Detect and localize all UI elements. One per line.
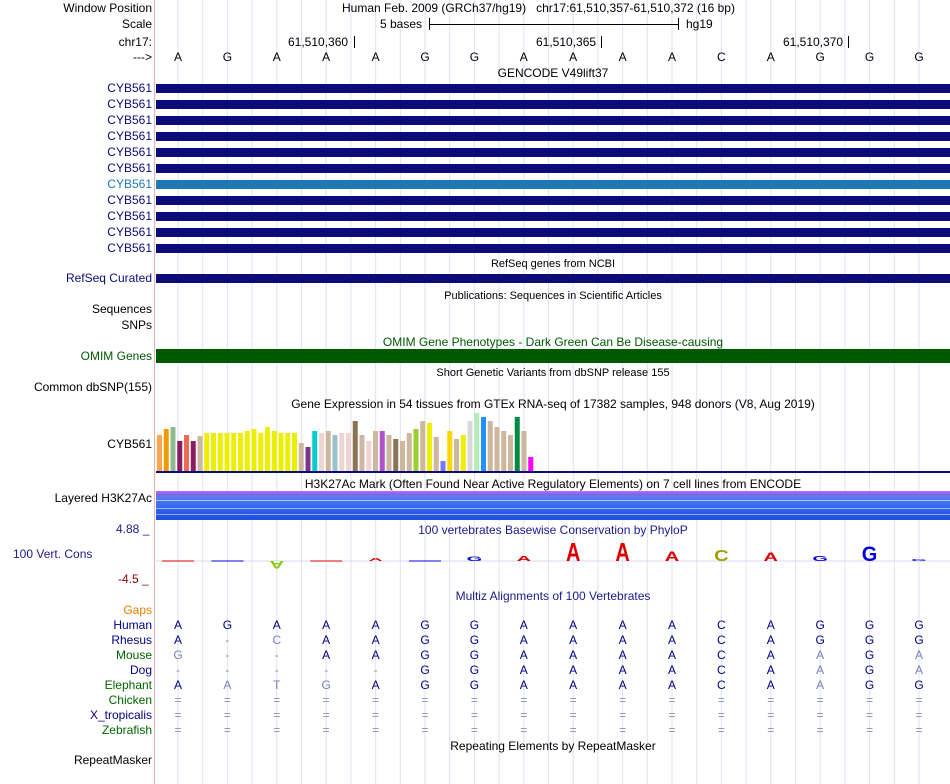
gencode-transcript-label[interactable]: CYB561	[107, 161, 152, 175]
h3k27ac-signal[interactable]	[156, 491, 950, 520]
ruler-base: A	[667, 50, 676, 64]
gencode-transcript-label[interactable]: CYB561	[107, 209, 152, 223]
dbsnp-track-label[interactable]: Common dbSNP(155)	[33, 380, 152, 394]
multiz-aligned-base: A	[618, 648, 627, 662]
phylop-base-letter: A	[615, 540, 630, 567]
multiz-aligned-base: -	[225, 663, 230, 677]
ruler-base: A	[272, 50, 281, 64]
multiz-aligned-base: =	[668, 723, 676, 737]
phylop-base-letter: A	[664, 547, 680, 565]
multiz-species-label[interactable]: Dog	[129, 663, 152, 677]
gtex-tissue-bar	[488, 421, 493, 471]
gtex-tissue-bar	[292, 433, 297, 471]
multiz-aligned-base: A	[618, 663, 627, 677]
phylop-ymax: 4.88 _	[116, 522, 150, 536]
multiz-aligned-base: =	[915, 723, 923, 737]
refseq-track-label[interactable]: RefSeq Curated	[65, 271, 152, 285]
multiz-aligned-base: G	[420, 648, 430, 662]
multiz-species-label[interactable]: Rhesus	[111, 633, 152, 647]
multiz-species-label[interactable]: Chicken	[108, 693, 152, 707]
gencode-track-title[interactable]: GENCODE V49lift37	[497, 66, 609, 80]
gencode-transcript-bar[interactable]	[156, 180, 950, 189]
gencode-transcript-bar[interactable]	[156, 228, 950, 237]
phylop-base-letter: G	[466, 555, 483, 563]
gtex-tissue-bar	[245, 431, 250, 471]
gtex-tissue-bar	[191, 441, 196, 471]
multiz-aligned-base: A	[322, 648, 331, 662]
gtex-tissue-bar	[258, 433, 263, 471]
multiz-aligned-base: =	[470, 693, 478, 707]
phylop-base-letter: A	[516, 554, 532, 563]
gtex-tissue-bar	[238, 433, 243, 471]
gencode-transcript-bar[interactable]	[156, 212, 950, 221]
multiz-aligned-base: G	[864, 678, 875, 692]
multiz-aligned-base: A	[914, 663, 923, 677]
gencode-transcript-bar[interactable]	[156, 148, 950, 157]
snps-label[interactable]: SNPs	[121, 318, 152, 332]
multiz-aligned-base: G	[864, 663, 875, 677]
ruler-base: G	[420, 50, 430, 64]
phylop-base-letter: A	[269, 558, 285, 571]
multiz-aligned-base: =	[470, 723, 478, 737]
gtex-tissue-bar	[306, 447, 311, 471]
gencode-transcript-bar[interactable]	[156, 116, 950, 125]
multiz-aligned-base: A	[223, 678, 232, 692]
gtex-tissue-bar	[285, 433, 290, 471]
gtex-bar-chart[interactable]	[156, 412, 556, 472]
multiz-aligned-base: G	[864, 618, 875, 632]
multiz-aligned-base: G	[815, 618, 825, 632]
multiz-aligned-base: A	[667, 648, 676, 662]
multiz-aligned-base: G	[420, 663, 430, 677]
multiz-aligned-base: A	[519, 618, 528, 632]
multiz-aligned-base: G	[321, 678, 331, 692]
multiz-aligned-base: C	[717, 633, 726, 647]
phylop-base-letter: A	[565, 540, 581, 567]
gtex-tissue-bar	[184, 435, 189, 471]
multiz-aligned-base: A	[667, 678, 676, 692]
multiz-aligned-base: =	[520, 708, 528, 722]
gtex-tissue-bar	[333, 435, 338, 471]
multiz-aligned-base: =	[174, 723, 182, 737]
gtex-tissue-bar	[393, 439, 398, 471]
multiz-aligned-base: C	[717, 678, 726, 692]
multiz-aligned-base: =	[717, 723, 725, 737]
gtex-tissue-bar	[420, 421, 425, 471]
multiz-aligned-base: -	[373, 663, 378, 677]
refseq-gene-bar[interactable]	[156, 274, 950, 283]
gtex-tissue-bar	[231, 433, 236, 471]
ruler-base: A	[618, 50, 627, 64]
gtex-baseline	[156, 471, 950, 473]
gtex-tissue-bar	[407, 433, 412, 471]
multiz-species-label[interactable]: Mouse	[115, 648, 152, 662]
scale-db: hg19	[686, 17, 713, 31]
gtex-tissue-bar	[528, 457, 533, 471]
multiz-aligned-base: A	[371, 633, 380, 647]
gtex-tissue-bar	[360, 435, 365, 471]
gtex-tissue-bar	[353, 421, 358, 471]
multiz-aligned-base: A	[618, 633, 627, 647]
publications-track-title[interactable]: Publications: Sequences in Scientific Articles	[444, 290, 662, 302]
multiz-aligned-base: =	[816, 693, 824, 707]
gencode-transcript-label[interactable]: CYB561	[107, 81, 152, 95]
multiz-aligned-base: A	[766, 678, 775, 692]
multiz-aligned-base: -	[225, 633, 230, 647]
gtex-tissue-bar	[434, 437, 439, 471]
multiz-aligned-base: A	[322, 618, 331, 632]
coord-tick-3	[848, 36, 849, 48]
multiz-aligned-base: A	[272, 618, 281, 632]
multiz-track-title[interactable]: Multiz Alignments of 100 Vertebrates	[455, 589, 651, 603]
gtex-tissue-bar	[501, 431, 506, 471]
multiz-aligned-base: A	[173, 618, 182, 632]
multiz-aligned-base: A	[766, 648, 775, 662]
multiz-aligned-base: -	[176, 663, 180, 677]
multiz-aligned-base: G	[864, 633, 875, 647]
multiz-aligned-base: -	[225, 648, 230, 662]
multiz-aligned-base: G	[815, 633, 825, 647]
phylop-base-letter: G	[861, 542, 878, 567]
multiz-aligned-base: A	[371, 648, 380, 662]
multiz-aligned-base: G	[420, 618, 430, 632]
multiz-aligned-base: A	[816, 678, 825, 692]
multiz-aligned-base: G	[914, 678, 924, 692]
gencode-transcript-label[interactable]: CYB561	[107, 97, 152, 111]
multiz-aligned-base: A	[816, 648, 825, 662]
coord-label-3: 61,510,370	[783, 35, 844, 49]
gtex-tissue-bar	[468, 421, 473, 471]
multiz-aligned-base: =	[322, 708, 330, 722]
multiz-species-label[interactable]: X_tropicalis	[89, 708, 152, 722]
gtex-tissue-bar	[400, 441, 405, 471]
gtex-tissue-bar	[157, 435, 162, 471]
multiz-aligned-base: =	[569, 693, 577, 707]
multiz-aligned-base: A	[519, 648, 528, 662]
omim-track-title[interactable]: OMIM Gene Phenotypes - Dark Green Can Be Disease-causing	[382, 335, 724, 349]
gtex-tissue-bar	[522, 431, 527, 471]
multiz-aligned-base: G	[222, 618, 233, 632]
window-position-label: Window Position	[63, 1, 152, 15]
ruler-base: A	[569, 50, 578, 64]
gtex-tissue-bar	[414, 429, 419, 471]
coord-label-2: 61,510,365	[536, 35, 597, 49]
gtex-tissue-bar	[177, 441, 182, 471]
ruler-base: A	[322, 50, 331, 64]
multiz-aligned-base: A	[766, 618, 775, 632]
multiz-aligned-base: =	[470, 708, 478, 722]
gtex-tissue-bar	[339, 433, 344, 471]
multiz-aligned-base: A	[667, 633, 676, 647]
gtex-tissue-bar	[441, 461, 446, 471]
scale-text: 5 bases	[380, 17, 423, 31]
multiz-aligned-base: =	[372, 723, 380, 737]
multiz-aligned-base: =	[421, 693, 429, 707]
ruler-base: C	[717, 50, 726, 64]
phylop-base-letter: C	[714, 547, 729, 565]
multiz-aligned-base: =	[619, 723, 627, 737]
multiz-aligned-base: A	[667, 663, 676, 677]
h3k27ac-track-label[interactable]: Layered H3K27Ac	[54, 491, 152, 505]
multiz-aligned-base: G	[420, 633, 430, 647]
gtex-tissue-bar	[373, 431, 378, 471]
dbsnp-track-title[interactable]: Short Genetic Variants from dbSNP release 155	[436, 367, 670, 379]
gtex-tissue-bar	[427, 423, 432, 471]
gencode-transcript-label[interactable]: CYB561	[107, 193, 152, 207]
gtex-tissue-bar	[447, 431, 452, 471]
gencode-transcript-bar[interactable]	[156, 132, 950, 141]
multiz-aligned-base: -	[274, 648, 279, 662]
multiz-aligned-base: A	[519, 633, 528, 647]
coord-label-1: 61,510,360	[288, 35, 349, 49]
multiz-aligned-base: =	[668, 708, 676, 722]
phylop-logo[interactable]	[156, 540, 950, 580]
h3k27ac-track-title[interactable]: H3K27Ac Mark (Often Found Near Active Regulatory Elements) on 7 cell lines from ENCODE	[304, 477, 802, 491]
gaps-label[interactable]: Gaps	[123, 603, 152, 617]
omim-track-label[interactable]: OMIM Genes	[80, 349, 152, 363]
assembly-title	[342, 1, 735, 15]
multiz-aligned-base: =	[421, 708, 429, 722]
multiz-aligned-base: =	[866, 693, 874, 707]
gtex-tissue-bar	[252, 429, 257, 471]
multiz-aligned-base: =	[223, 708, 231, 722]
strand-label: --->	[133, 50, 152, 64]
multiz-aligned-base: =	[866, 708, 874, 722]
multiz-aligned-base: G	[469, 663, 480, 677]
multiz-aligned-base: G	[469, 618, 480, 632]
multiz-aligned-base: =	[915, 708, 923, 722]
multiz-aligned-base: C	[717, 648, 726, 662]
multiz-aligned-base: =	[520, 693, 528, 707]
multiz-aligned-base: G	[914, 618, 924, 632]
gencode-transcript-bar[interactable]	[156, 244, 950, 253]
gencode-transcript-label[interactable]: CYB561	[107, 129, 152, 143]
multiz-aligned-base: A	[914, 648, 923, 662]
multiz-aligned-base: =	[223, 723, 231, 737]
multiz-aligned-base: =	[223, 693, 231, 707]
multiz-aligned-base: A	[766, 663, 775, 677]
multiz-aligned-base: =	[174, 693, 182, 707]
multiz-aligned-base: =	[273, 723, 281, 737]
ruler-base: G	[914, 50, 924, 64]
multiz-aligned-base: =	[421, 723, 429, 737]
gencode-transcript-label[interactable]: CYB561	[107, 113, 152, 127]
gtex-tissue-bar	[279, 433, 284, 471]
gtex-tissue-bar	[387, 435, 392, 471]
gencode-transcript-label[interactable]: CYB561	[107, 241, 152, 255]
gtex-tissue-bar	[366, 441, 371, 471]
multiz-aligned-base: A	[569, 663, 578, 677]
gtex-tissue-bar	[380, 431, 385, 471]
gtex-tissue-bar	[198, 436, 203, 471]
gtex-tissue-bar	[272, 431, 277, 471]
phylop-base-letter: A	[368, 557, 383, 563]
gencode-transcript-label[interactable]: CYB561	[107, 145, 152, 159]
multiz-aligned-base: =	[372, 708, 380, 722]
multiz-species-label[interactable]: Human	[113, 618, 152, 632]
multiz-aligned-base: =	[569, 708, 577, 722]
gtex-tissue-bar	[171, 427, 176, 471]
gencode-transcript-label[interactable]: CYB561	[107, 177, 152, 191]
multiz-aligned-base: G	[469, 633, 480, 647]
phylop-base-letter: G	[911, 558, 927, 562]
gtex-tissue-bar	[461, 435, 466, 471]
multiz-species-label[interactable]: Zebrafish	[101, 723, 152, 737]
multiz-aligned-base: =	[866, 723, 874, 737]
multiz-aligned-base: =	[273, 708, 281, 722]
multiz-aligned-base: A	[569, 633, 578, 647]
multiz-aligned-base: A	[569, 678, 578, 692]
ruler-base: G	[815, 50, 825, 64]
multiz-aligned-base: =	[372, 693, 380, 707]
multiz-aligned-base: G	[864, 648, 875, 662]
gencode-transcript-label[interactable]: CYB561	[107, 225, 152, 239]
multiz-aligned-base: =	[767, 708, 775, 722]
multiz-aligned-base: A	[322, 633, 331, 647]
multiz-aligned-base: A	[667, 618, 676, 632]
multiz-aligned-base: =	[816, 723, 824, 737]
multiz-aligned-base: A	[569, 648, 578, 662]
coord-tick-2	[601, 36, 602, 48]
phylop-base-letter: G	[812, 554, 828, 563]
multiz-aligned-base: A	[569, 618, 578, 632]
scale-bar	[429, 18, 679, 30]
scale-label: Scale	[121, 17, 152, 31]
gencode-transcript-bar[interactable]	[156, 84, 950, 93]
refseq-track-title[interactable]: RefSeq genes from NCBI	[490, 258, 616, 270]
gtex-tissue-bar	[495, 427, 500, 471]
gtex-tissue-bar	[515, 417, 520, 471]
multiz-aligned-base: =	[322, 693, 330, 707]
multiz-aligned-base: =	[767, 693, 775, 707]
phylop-track-title[interactable]: 100 vertebrates Basewise Conservation by PhyloP	[418, 523, 688, 537]
gencode-transcript-bar[interactable]	[156, 100, 950, 109]
ruler-base: A	[173, 50, 182, 64]
phylop-ymin: -4.5 _	[118, 572, 149, 586]
multiz-aligned-base: =	[273, 693, 281, 707]
multiz-aligned-base: A	[519, 678, 528, 692]
phylop-track-label[interactable]: 100 Vert. Cons	[13, 547, 93, 561]
multiz-aligned-base: A	[371, 618, 380, 632]
multiz-aligned-base: =	[322, 723, 330, 737]
multiz-aligned-base: A	[173, 633, 182, 647]
gtex-tissue-bar	[164, 429, 169, 471]
gtex-tissue-bar	[474, 413, 479, 471]
multiz-aligned-base: =	[619, 693, 627, 707]
ruler-base: G	[864, 50, 875, 64]
multiz-aligned-base: T	[273, 678, 281, 692]
multiz-aligned-base: A	[816, 663, 825, 677]
gtex-track-title[interactable]: Gene Expression in 54 tissues from GTEx RNA-seq of 17382 samples, 948 donors (V8, Aug 2019)	[291, 397, 815, 411]
multiz-aligned-base: -	[324, 663, 329, 677]
gtex-tissue-bar	[454, 439, 459, 471]
multiz-aligned-base: G	[173, 648, 183, 662]
gtex-tissue-bar	[211, 433, 216, 471]
phylop-base-letter: A	[763, 549, 779, 564]
multiz-aligned-base: A	[618, 678, 627, 692]
gtex-tissue-bar	[299, 443, 304, 471]
gtex-tissue-bar	[319, 433, 324, 471]
ruler-base: G	[469, 50, 480, 64]
multiz-aligned-base: =	[668, 693, 676, 707]
multiz-aligned-base: A	[618, 618, 627, 632]
multiz-aligned-base: C	[272, 633, 282, 647]
multiz-aligned-base: =	[915, 693, 923, 707]
gencode-transcript-bar[interactable]	[156, 196, 950, 205]
ruler-base: A	[519, 50, 528, 64]
multiz-aligned-base: =	[619, 708, 627, 722]
multiz-aligned-base: =	[174, 708, 182, 722]
gtex-tissue-bar	[218, 433, 223, 471]
repeatmasker-track-title[interactable]: Repeating Elements by RepeatMasker	[450, 739, 656, 753]
multiz-aligned-base: =	[767, 723, 775, 737]
ruler-base: G	[222, 50, 233, 64]
multiz-aligned-base: G	[469, 648, 480, 662]
multiz-aligned-base: =	[717, 708, 725, 722]
ruler-base: A	[766, 50, 775, 64]
gtex-tissue-bar	[481, 417, 486, 471]
multiz-aligned-base: A	[173, 678, 182, 692]
position-readout[interactable]: chr17:61,510,357-61,510,372 (16 bp)	[536, 1, 735, 15]
multiz-aligned-base: C	[717, 618, 726, 632]
chrom-label: chr17:	[118, 35, 152, 49]
multiz-aligned-base: A	[766, 633, 775, 647]
gtex-track-label[interactable]: CYB561	[107, 437, 152, 451]
omim-gene-bar[interactable]	[156, 349, 950, 363]
gtex-tissue-bar	[312, 431, 317, 471]
gtex-tissue-bar	[508, 435, 513, 471]
ruler-base: A	[371, 50, 380, 64]
multiz-aligned-base: =	[569, 723, 577, 737]
multiz-aligned-base: -	[274, 663, 279, 677]
multiz-aligned-base: C	[717, 663, 726, 677]
sequences-label[interactable]: Sequences	[91, 302, 152, 316]
assembly-name: Human Feb. 2009 (GRCh37/hg19)	[342, 1, 527, 15]
multiz-aligned-base: =	[520, 723, 528, 737]
multiz-aligned-base: =	[717, 693, 725, 707]
gtex-tissue-bar	[225, 433, 230, 471]
multiz-aligned-base: A	[519, 663, 528, 677]
gtex-tissue-bar	[326, 431, 331, 471]
multiz-aligned-base: G	[469, 678, 480, 692]
label-column-divider	[154, 0, 155, 784]
gtex-tissue-bar	[204, 433, 209, 471]
gtex-tissue-bar	[265, 427, 270, 471]
multiz-aligned-base: G	[914, 633, 924, 647]
repeatmasker-track-label[interactable]: RepeatMasker	[73, 753, 152, 767]
gencode-transcript-bar[interactable]	[156, 164, 950, 173]
multiz-species-label[interactable]: Elephant	[104, 678, 152, 692]
multiz-aligned-base: A	[371, 678, 380, 692]
coord-tick-1	[354, 36, 355, 48]
multiz-aligned-base: G	[420, 678, 430, 692]
multiz-aligned-base: =	[816, 708, 824, 722]
gtex-tissue-bar	[346, 433, 351, 471]
